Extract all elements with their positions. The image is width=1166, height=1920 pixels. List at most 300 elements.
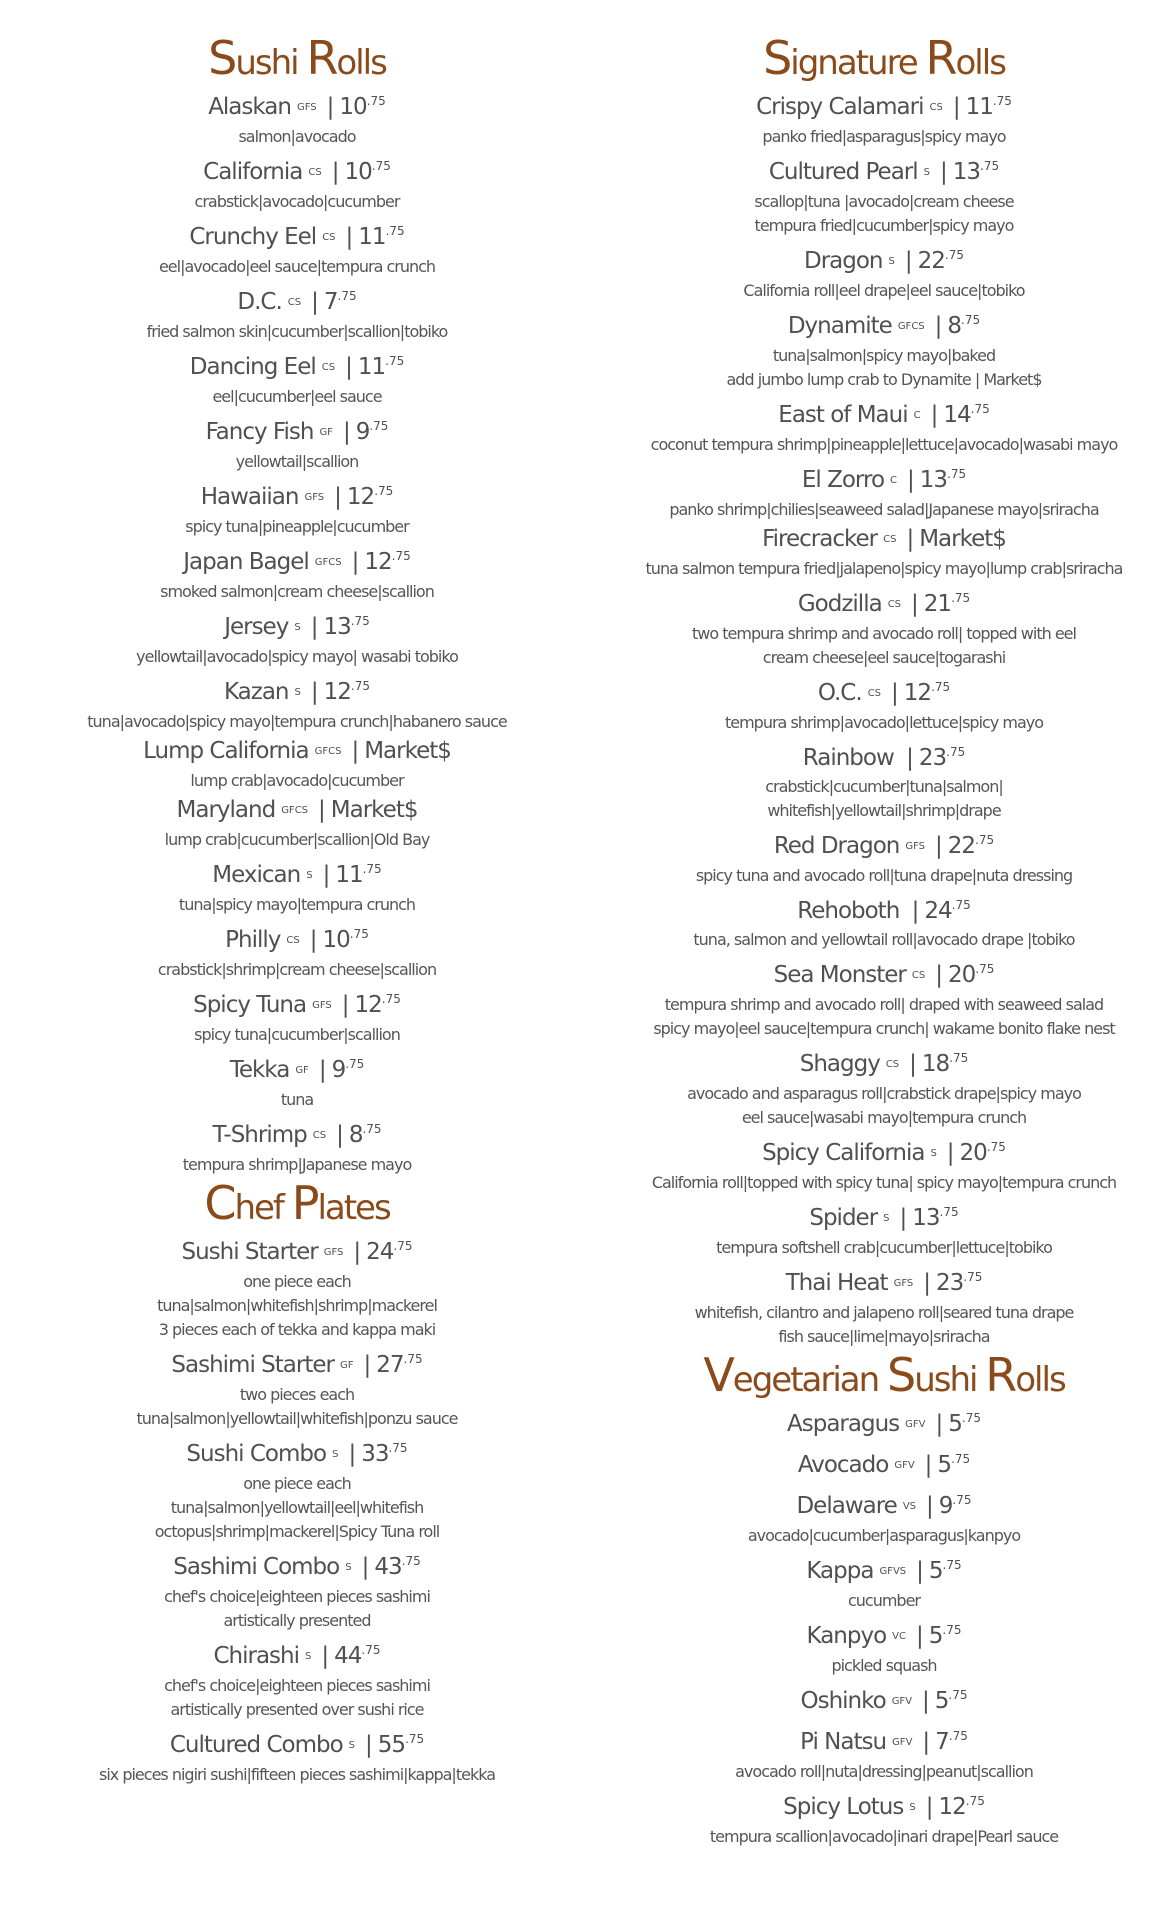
- dietary-tag: GFS: [893, 1278, 914, 1289]
- item-name: Crunchy Eel: [189, 224, 317, 250]
- dietary-tag: GFCS: [314, 557, 342, 568]
- item-price-cents: .75: [337, 289, 357, 303]
- dietary-tag: GFS: [296, 102, 317, 113]
- item-price: Market$: [364, 738, 451, 764]
- menu-item-dancing-eel: [58, 344, 536, 409]
- item-description: [624, 125, 1144, 149]
- menu-item-philly: [58, 917, 536, 982]
- description-line: eel sauce|wasabi mayo|tempura crunch: [741, 1108, 1027, 1127]
- item-price: 13: [952, 159, 981, 185]
- item-description: [58, 1270, 536, 1342]
- item-description: [624, 1082, 1144, 1130]
- menu-item-asparagus: [624, 1401, 1144, 1442]
- description-line: scallop|tuna |avocado|cream cheese: [754, 192, 1014, 211]
- item-price: 22: [947, 833, 976, 859]
- description-line: panko shrimp|chilies|seaweed salad|Japanese mayo|sriracha: [669, 500, 1099, 519]
- item-price: 5: [928, 1558, 943, 1584]
- item-price-cents: .75: [975, 962, 995, 976]
- description-line: tuna|spicy mayo|tempura crunch: [178, 895, 416, 914]
- item-name: Thai Heat: [785, 1270, 888, 1296]
- item-price: 13: [919, 467, 948, 493]
- item-price: 9: [355, 419, 370, 445]
- description-line: lump crab|avocado|cucumber: [190, 771, 404, 790]
- price-separator: |: [924, 1452, 932, 1478]
- menu-item-sushi-combo: [58, 1431, 536, 1544]
- item-price: 11: [357, 354, 386, 380]
- dietary-tag: GF: [295, 1065, 309, 1076]
- item-price: 7: [935, 1729, 949, 1755]
- description-line: crabstick|cucumber|tuna|salmon|: [765, 777, 1003, 796]
- menu-item-oshinko: [624, 1678, 1144, 1719]
- description-line: six pieces nigiri sushi|fifteen pieces sashimi|kappa|tekka: [98, 1765, 495, 1784]
- item-price-cents: .75: [986, 1140, 1006, 1154]
- item-name-line: [624, 888, 1144, 928]
- section-title-rest: olls: [336, 43, 386, 83]
- item-description: [624, 1825, 1144, 1849]
- item-price-cents: .75: [374, 484, 394, 498]
- description-line: one piece each: [243, 1272, 351, 1291]
- item-name: T-Shrimp: [212, 1122, 307, 1148]
- menu-item-kazan: [58, 669, 536, 734]
- dietary-tag: S: [930, 1148, 937, 1159]
- item-name-line: [58, 669, 536, 710]
- price-separator: |: [310, 679, 318, 705]
- description-line: whitefish, cilantro and jalapeno roll|seared tuna drape: [694, 1303, 1074, 1322]
- item-name: Jersey: [224, 614, 289, 640]
- item-name-line: [624, 238, 1144, 279]
- item-name: Pi Natsu: [800, 1729, 887, 1755]
- price-separator: |: [331, 159, 339, 185]
- description-line: crabstick|shrimp|cream cheese|scallion: [157, 960, 437, 979]
- section-title-initial: R: [306, 31, 337, 85]
- item-price-cents: .75: [949, 1051, 969, 1065]
- item-price: 24: [924, 898, 952, 924]
- item-price: 5: [934, 1688, 949, 1714]
- description-line: spicy tuna|pineapple|cucumber: [185, 517, 409, 536]
- item-name: Sushi Combo: [186, 1441, 327, 1467]
- price-separator: |: [318, 1057, 326, 1083]
- dietary-tag: CS: [929, 102, 943, 113]
- item-description: [624, 1301, 1144, 1349]
- menu-item-sea-monster: [624, 952, 1144, 1041]
- description-line: add jumbo lump crab to Dynamite | Market$: [726, 370, 1042, 389]
- description-line: one piece each: [243, 1474, 351, 1493]
- dietary-tag: CS: [286, 935, 300, 946]
- description-line: tuna|salmon|yellowtail|eel|whitefish: [170, 1498, 424, 1517]
- item-price-cents: .75: [381, 992, 401, 1006]
- dietary-tag: S: [923, 167, 930, 178]
- item-name: Dynamite: [787, 313, 892, 339]
- item-description: [58, 958, 536, 982]
- description-line: whitefish|yellowtail|shrimp|drape: [767, 801, 1001, 820]
- item-name: Dragon: [804, 248, 883, 274]
- price-separator: |: [363, 1352, 371, 1378]
- menu-item-firecracker: [624, 522, 1144, 581]
- item-price-cents: .75: [393, 1239, 413, 1253]
- item-price: 18: [921, 1051, 950, 1077]
- item-price-cents: .75: [362, 1122, 382, 1136]
- description-line: cucumber: [847, 1591, 921, 1610]
- section-title-initial: C: [204, 1176, 235, 1230]
- dietary-tag: S: [306, 870, 313, 881]
- item-price-cents: .75: [350, 679, 370, 693]
- dietary-tag: GFVS: [879, 1566, 907, 1577]
- item-price: 10: [322, 927, 350, 953]
- description-line: avocado|cucumber|asparagus|kanpyo: [747, 1526, 1021, 1545]
- price-separator: |: [309, 927, 317, 953]
- item-price-cents: .75: [362, 862, 382, 876]
- item-price: 12: [364, 549, 392, 575]
- menu-item-fancy-fish: [58, 409, 536, 474]
- item-name: Avocado: [797, 1452, 889, 1478]
- price-separator: |: [952, 94, 960, 120]
- menu-section: [624, 32, 1144, 1349]
- price-separator: |: [940, 159, 947, 185]
- section-title-rest: egetarian: [732, 1360, 887, 1400]
- item-price: 23: [918, 745, 947, 771]
- description-line: chef's choice|eighteen pieces sashimi: [164, 1676, 430, 1695]
- description-line: yellowtail|scallion: [235, 452, 359, 471]
- item-name: Japan Bagel: [183, 549, 309, 575]
- price-separator: |: [935, 962, 942, 988]
- item-description: [624, 1236, 1144, 1260]
- item-price-cents: .75: [975, 833, 995, 847]
- section-title: [58, 32, 536, 84]
- item-name-line: [58, 1342, 536, 1383]
- menu-item-spicy-california: [624, 1130, 1144, 1195]
- item-name: Kanpyo: [806, 1623, 887, 1649]
- menu-item-shaggy: [624, 1041, 1144, 1130]
- price-separator: |: [341, 992, 349, 1018]
- item-name-line: [624, 1719, 1144, 1760]
- dietary-tag: GF: [339, 1360, 354, 1371]
- description-line: coconut tempura shrimp|pineapple|lettuce|avocado|wasabi mayo: [650, 435, 1118, 454]
- description-line: panko fried|asparagus|spicy mayo: [762, 127, 1006, 146]
- item-name: Red Dragon: [773, 833, 900, 859]
- item-name-line: [58, 734, 536, 769]
- dietary-tag: GFV: [892, 1737, 913, 1748]
- item-description: [58, 1585, 536, 1633]
- item-price-cents: .75: [946, 745, 966, 759]
- item-name: Sashimi Combo: [173, 1554, 340, 1580]
- item-description: [624, 775, 1144, 823]
- item-description: [624, 622, 1144, 670]
- menu-item-tekka: [58, 1047, 536, 1112]
- item-price: 20: [959, 1140, 987, 1166]
- price-separator: |: [926, 1493, 933, 1519]
- price-separator: |: [365, 1732, 372, 1758]
- description-line: California roll|topped with spicy tuna| spicy mayo|tempura crunch: [651, 1173, 1117, 1192]
- description-line: fish sauce|lime|mayo|sriracha: [778, 1327, 990, 1346]
- item-price-cents: .75: [349, 927, 369, 941]
- price-separator: |: [909, 1051, 916, 1077]
- price-separator: |: [911, 898, 919, 924]
- menu-item-kappa: [624, 1548, 1144, 1613]
- menu-section: [624, 1349, 1144, 1849]
- description-line: chef's choice|eighteen pieces sashimi: [164, 1587, 430, 1606]
- item-name: Tekka: [229, 1057, 290, 1083]
- menu-item-chirashi: [58, 1633, 536, 1722]
- price-separator: |: [342, 419, 350, 445]
- item-name: Spider: [809, 1205, 878, 1231]
- item-name: Asparagus: [787, 1411, 900, 1437]
- item-name: D.C.: [237, 289, 282, 315]
- description-line: two tempura shrimp and avocado roll| topped with eel: [692, 624, 1076, 643]
- item-description: [624, 433, 1144, 457]
- item-price-cents: .75: [942, 1623, 962, 1637]
- item-name-line: [624, 1041, 1144, 1082]
- menu-item-rehoboth: [624, 888, 1144, 952]
- item-name-line: [624, 1195, 1144, 1236]
- menu-item-cultured-combo: [58, 1722, 536, 1787]
- price-separator: |: [935, 833, 942, 859]
- item-price-cents: .75: [992, 94, 1012, 108]
- item-price-cents: .75: [947, 467, 967, 481]
- item-name: Shaggy: [799, 1051, 880, 1077]
- item-price-cents: .75: [948, 1729, 968, 1743]
- item-price: 22: [917, 248, 945, 274]
- item-price: 12: [354, 992, 382, 1018]
- dietary-tag: S: [294, 622, 301, 633]
- menu-item-spicy-lotus: [624, 1784, 1144, 1849]
- item-name-line: [624, 670, 1144, 711]
- dietary-tag: S: [305, 1651, 312, 1662]
- item-name: Sea Monster: [773, 962, 906, 988]
- item-name-line: [58, 214, 536, 255]
- item-price-cents: .75: [350, 614, 370, 628]
- item-name: Sushi Starter: [181, 1239, 318, 1265]
- item-name-line: [624, 457, 1144, 498]
- item-price-cents: .75: [939, 1205, 959, 1219]
- item-price-cents: .75: [361, 1643, 381, 1657]
- item-price-cents: .75: [944, 248, 964, 262]
- item-description: [58, 450, 536, 474]
- item-description: [624, 928, 1144, 952]
- description-line: spicy mayo|eel sauce|tempura crunch| wakame bonito flake nest: [653, 1019, 1115, 1038]
- price-separator: |: [891, 680, 898, 706]
- section-title-rest: ushi: [914, 1360, 986, 1400]
- menu-item-alaskan: [58, 84, 536, 149]
- section-title-rest: ignature: [790, 43, 926, 83]
- menu-item-pi-natsu: [624, 1719, 1144, 1784]
- description-line: tuna salmon tempura fried|jalapeno|spicy mayo|lump crab|sriracha: [645, 559, 1123, 578]
- price-separator: |: [899, 1205, 907, 1231]
- menu-item-godzilla: [624, 581, 1144, 670]
- price-separator: |: [922, 1688, 929, 1714]
- price-separator: |: [907, 467, 914, 493]
- item-name-line: [624, 735, 1144, 775]
- item-name: Sashimi Starter: [171, 1352, 334, 1378]
- item-description: [624, 1760, 1144, 1784]
- dietary-tag: CS: [887, 599, 902, 610]
- menu-item-sashimi-starter: [58, 1342, 536, 1431]
- price-separator: |: [930, 402, 938, 428]
- item-price-cents: .75: [980, 159, 1000, 173]
- dietary-tag: VC: [892, 1631, 906, 1642]
- item-name-line: [58, 1722, 536, 1763]
- dietary-tag: CS: [885, 1059, 900, 1070]
- item-price: 8: [348, 1122, 363, 1148]
- price-separator: |: [345, 224, 353, 250]
- item-description: [624, 1589, 1144, 1613]
- item-name-line: [58, 1112, 536, 1153]
- item-price-cents: .75: [366, 94, 386, 108]
- item-price: 33: [361, 1441, 389, 1467]
- menu-item-california: [58, 149, 536, 214]
- item-description: [58, 255, 536, 279]
- menu-item-lump-california: [58, 734, 536, 793]
- item-price: 10: [344, 159, 372, 185]
- item-name-line: [58, 279, 536, 320]
- item-name-line: [58, 793, 536, 828]
- item-price: 12: [323, 679, 351, 705]
- item-price-cents: .75: [948, 1688, 968, 1702]
- description-line: artistically presented over sushi rice: [170, 1700, 424, 1719]
- description-line: spicy tuna and avocado roll|tuna drape|nuta dressing: [695, 866, 1073, 885]
- description-line: 3 pieces each of tekka and kappa maki: [158, 1320, 436, 1339]
- menu-section: [58, 32, 536, 1177]
- item-name-line: [624, 1130, 1144, 1171]
- item-name-line: [58, 409, 536, 450]
- price-separator: |: [906, 526, 914, 552]
- menu-item-d-c: [58, 279, 536, 344]
- item-description: [58, 190, 536, 214]
- price-separator: |: [310, 614, 318, 640]
- item-description: [58, 1674, 536, 1722]
- item-description: [58, 1088, 536, 1112]
- price-separator: |: [353, 1239, 361, 1265]
- dietary-tag: S: [888, 256, 895, 267]
- item-description: [58, 125, 536, 149]
- menu-item-sashimi-combo: [58, 1544, 536, 1633]
- item-name: Cultured Combo: [169, 1732, 343, 1758]
- section-title-rest: olls: [1015, 1360, 1065, 1400]
- description-line: avocado roll|nuta|dressing|peanut|scallion: [735, 1762, 1033, 1781]
- item-price: 10: [339, 94, 367, 120]
- item-name: Spicy Lotus: [783, 1794, 904, 1820]
- item-price: 20: [947, 962, 976, 988]
- item-description: [624, 1654, 1144, 1678]
- description-line: tempura shrimp|Japanese mayo: [182, 1155, 412, 1174]
- description-line: artistically presented: [223, 1611, 371, 1630]
- price-separator: |: [911, 591, 918, 617]
- menu-item-el-zorro: [624, 457, 1144, 522]
- item-description: [624, 711, 1144, 735]
- item-description: [624, 557, 1144, 581]
- item-price: 44: [334, 1643, 362, 1669]
- item-price: 14: [943, 402, 971, 428]
- description-line: octopus|shrimp|mackerel|Spicy Tuna roll: [154, 1522, 440, 1541]
- price-separator: |: [318, 797, 325, 823]
- item-name: California: [203, 159, 303, 185]
- item-price-cents: .75: [345, 1057, 365, 1071]
- description-line: pickled squash: [831, 1656, 937, 1675]
- description-line: tempura fried|cucumber|spicy mayo: [754, 216, 1014, 235]
- menu-item-crispy-calamari: [624, 84, 1144, 149]
- item-description: [58, 1153, 536, 1177]
- item-price-cents: .75: [371, 159, 391, 173]
- dietary-tag: S: [345, 1562, 352, 1573]
- left-menu-column: [58, 32, 536, 1787]
- item-description: [624, 864, 1144, 888]
- item-description: [58, 1023, 536, 1047]
- item-description: [624, 190, 1144, 238]
- section-title-initial: V: [703, 1348, 733, 1402]
- item-price: 43: [374, 1554, 402, 1580]
- item-name: Maryland: [176, 797, 276, 823]
- item-name-line: [624, 149, 1144, 190]
- item-price-cents: .75: [385, 224, 405, 238]
- item-name: Chirashi: [213, 1643, 300, 1669]
- item-name-line: [58, 852, 536, 893]
- section-title-initial: R: [925, 31, 956, 85]
- section-title: [624, 32, 1144, 84]
- price-separator: |: [322, 862, 330, 888]
- item-price: Market$: [330, 797, 418, 823]
- menu-item-spider: [624, 1195, 1144, 1260]
- item-name: Hawaiian: [200, 484, 299, 510]
- description-line: spicy tuna|cucumber|scallion: [194, 1025, 400, 1044]
- description-line: tempura shrimp|avocado|lettuce|spicy mayo: [724, 713, 1044, 732]
- item-description: [624, 279, 1144, 303]
- price-separator: |: [906, 745, 913, 771]
- item-price-cents: .75: [369, 419, 389, 433]
- dietary-tag: CS: [883, 534, 897, 545]
- dietary-tag: GFS: [312, 1000, 332, 1011]
- item-name-line: [624, 1401, 1144, 1442]
- item-price: 55: [377, 1732, 406, 1758]
- menu-item-jersey: [58, 604, 536, 669]
- section-title: [58, 1177, 536, 1229]
- item-description: [58, 769, 536, 793]
- price-separator: |: [351, 738, 359, 764]
- item-name: Crispy Calamari: [756, 94, 924, 120]
- item-name-line: [624, 1260, 1144, 1301]
- price-separator: |: [345, 354, 352, 380]
- item-price-cents: .75: [961, 1411, 981, 1425]
- item-description: [58, 1763, 536, 1787]
- item-name: Godzilla: [797, 591, 882, 617]
- item-price: 7: [323, 289, 338, 315]
- item-name: East of Maui: [778, 402, 908, 428]
- item-description: [624, 993, 1144, 1041]
- item-description: [58, 828, 536, 852]
- item-name: Dancing Eel: [189, 354, 316, 380]
- item-name-line: [624, 952, 1144, 993]
- description-line: smoked salmon|cream cheese|scallion: [160, 582, 434, 601]
- item-name: Lump California: [143, 738, 309, 764]
- description-line: avocado and asparagus roll|crabstick drape|spicy mayo: [687, 1084, 1081, 1103]
- item-price: 27: [376, 1352, 404, 1378]
- item-name: Spicy Tuna: [193, 992, 307, 1018]
- price-separator: |: [311, 289, 318, 315]
- item-price-cents: .75: [931, 680, 951, 694]
- dietary-tag: C: [890, 475, 897, 486]
- item-price: 11: [358, 224, 386, 250]
- section-title-rest: olls: [955, 43, 1005, 83]
- description-line: lump crab|cucumber|scallion|Old Bay: [164, 830, 430, 849]
- item-name-line: [624, 823, 1144, 864]
- menu-section: [58, 1177, 536, 1787]
- item-price: 21: [923, 591, 952, 617]
- item-name-line: [624, 392, 1144, 433]
- item-price-cents: .75: [388, 1441, 408, 1455]
- section-title-initial: S: [763, 31, 791, 85]
- right-menu-column: [624, 32, 1144, 1849]
- item-price: 13: [912, 1205, 940, 1231]
- item-price: 23: [936, 1270, 964, 1296]
- dietary-tag: GFV: [891, 1696, 913, 1707]
